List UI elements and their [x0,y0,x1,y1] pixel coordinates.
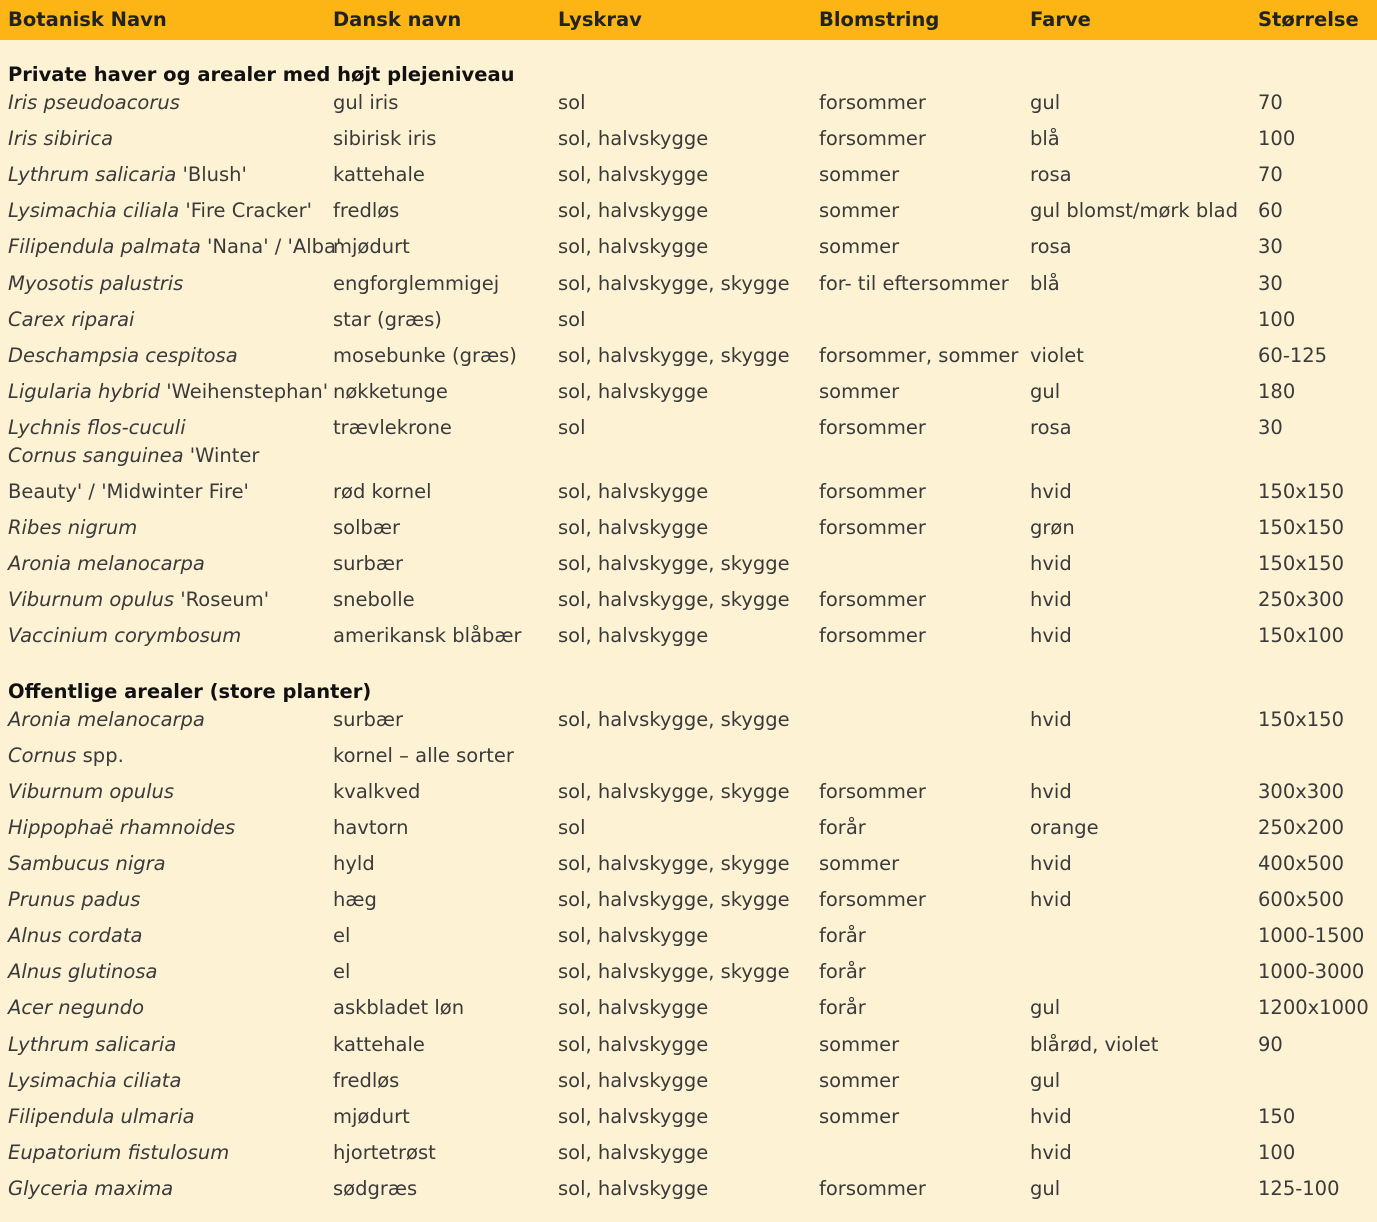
table-row [0,814,1377,842]
botanical-name-cell [8,994,144,1022]
flowering-cell: forår [819,924,866,947]
color-cell: hvid [1030,1105,1072,1128]
light-requirement-cell: sol, halvskygge [558,924,709,947]
botanical-name: Filipendula ulmaria [8,1105,195,1128]
size-cell: 125-100 [1258,1177,1340,1200]
size-cell: 30 [1258,272,1283,295]
flowering-cell: forår [819,996,866,1019]
color-cell: gul [1030,1177,1061,1200]
botanical-name: Ribes nigrum [8,516,138,539]
botanical-name: Aronia melanocarpa [8,708,205,731]
flowering-cell: sommer [819,1105,900,1128]
cultivar-name: 'Roseum' [174,588,270,611]
flowering-cell: sommer [819,163,900,186]
table-row [0,778,1377,806]
botanical-name: Aronia melanocarpa [8,552,205,575]
botanical-name-cell [8,922,142,950]
light-requirement-cell: sol, halvskygge, skygge [558,552,790,575]
botanical-name: Ligularia hybrid [8,380,161,403]
table-row [0,958,1377,986]
danish-name-cell: amerikansk blåbær [333,624,522,647]
table-row [0,742,1377,770]
table-row [0,706,1377,734]
light-requirement-cell: sol, halvskygge [558,235,709,258]
botanical-name: Lythrum salicaria [8,1033,177,1056]
light-requirement-cell: sol, halvskygge [558,624,709,647]
botanical-name-cell [8,306,134,334]
flowering-cell: sommer [819,852,900,875]
table-row [0,514,1377,542]
danish-name-cell: gul iris [333,91,399,114]
botanical-name: Lysimachia ciliata [8,1069,182,1092]
column-header-blomstring: Blomstring [819,8,940,31]
table-row [0,414,1377,442]
table-row [0,586,1377,614]
table-row [0,161,1377,189]
size-cell: 150x150 [1258,552,1344,575]
danish-name-cell: hyld [333,852,375,875]
botanical-name: Lythrum salicaria [8,163,177,186]
danish-name-cell: surbær [333,552,404,575]
size-cell: 100 [1258,127,1296,150]
size-cell: 1000-3000 [1258,960,1365,983]
column-header-lyskrav: Lyskrav [558,8,642,31]
flowering-cell: forsommer [819,516,926,539]
size-cell: 30 [1258,235,1283,258]
light-requirement-cell: sol, halvskygge, skygge [558,888,790,911]
size-cell: 30 [1258,416,1283,439]
table-row [0,125,1377,153]
size-cell: 250x200 [1258,816,1344,839]
table-row [0,89,1377,117]
size-cell: 1000-1500 [1258,924,1365,947]
botanical-name: Lychnis flos-cuculi [8,416,186,439]
flowering-cell: forsommer [819,127,926,150]
flowering-cell: forsommer, sommer [819,344,1019,367]
botanical-name-cell [8,1175,173,1203]
size-cell: 100 [1258,308,1296,331]
botanical-name-cell [8,270,183,298]
botanical-name-cell [8,414,186,442]
color-cell: gul [1030,91,1061,114]
light-requirement-cell: sol, halvskygge [558,1069,709,1092]
light-requirement-cell: sol, halvskygge, skygge [558,960,790,983]
color-cell: gul blomst/mørk blad [1030,199,1239,222]
flowering-cell: for- til eftersommer [819,272,1009,295]
table-row [0,850,1377,878]
color-cell: blå [1030,272,1060,295]
danish-name-cell: kattehale [333,1033,425,1056]
color-cell: orange [1030,816,1099,839]
size-cell: 150x150 [1258,480,1344,503]
light-requirement-cell: sol, halvskygge [558,480,709,503]
color-cell: violet [1030,344,1084,367]
size-cell: 180 [1258,380,1296,403]
color-cell: rosa [1030,416,1072,439]
danish-name-cell: sibirisk iris [333,127,437,150]
botanical-name-line [8,442,259,470]
botanical-name: Vaccinium corymbosum [8,624,242,647]
flowering-cell: forsommer [819,416,926,439]
light-requirement-cell: sol, halvskygge [558,127,709,150]
light-requirement-cell: sol, halvskygge [558,1033,709,1056]
table-row [0,342,1377,370]
botanical-name: Hippophaë rhamnoides [8,816,236,839]
size-cell: 90 [1258,1033,1283,1056]
danish-name-cell: trævlekrone [333,416,452,439]
flowering-cell: forår [819,960,866,983]
botanical-name: Sambucus nigra [8,852,166,875]
botanical-name: Acer negundo [8,996,145,1019]
size-cell: 250x300 [1258,588,1344,611]
danish-name-cell: mjødurt [333,235,410,258]
cultivar-name-continued: Beauty' / 'Midwinter Fire' [8,480,249,503]
size-cell: 70 [1258,91,1283,114]
danish-name-cell: solbær [333,516,401,539]
botanical-name: Cornus [8,744,77,767]
color-cell: hvid [1030,624,1072,647]
color-cell: blårød, violet [1030,1033,1159,1056]
flowering-cell: sommer [819,235,900,258]
botanical-name: Glyceria maxima [8,1177,174,1200]
light-requirement-cell: sol, halvskygge [558,380,709,403]
table-header [0,0,1377,40]
light-requirement-cell: sol, halvskygge, skygge [558,852,790,875]
botanical-name-cell [8,161,247,189]
danish-name-cell: snebolle [333,588,415,611]
danish-name-cell: askbladet løn [333,996,465,1019]
table-row [0,1031,1377,1059]
botanical-name-cell [8,89,180,117]
danish-name-cell: mjødurt [333,1105,410,1128]
light-requirement-cell: sol, halvskygge, skygge [558,588,790,611]
botanical-name: Lysimachia ciliala [8,199,180,222]
size-cell: 300x300 [1258,780,1344,803]
flowering-cell: forsommer [819,888,926,911]
color-cell: blå [1030,127,1060,150]
table-row [0,233,1377,261]
size-cell: 150x150 [1258,708,1344,731]
section-title: Private haver og arealer med højt plejeniveau [8,63,515,86]
botanical-name: Cornus sanguinea [8,444,184,467]
cultivar-name: spp. [76,744,124,767]
botanical-name: Iris pseudoacorus [8,91,180,114]
botanical-name-cell [8,850,166,878]
botanical-name-cell [8,778,174,806]
section-title: Offentlige arealer (store planter) [8,680,372,703]
table-row [0,1175,1377,1203]
light-requirement-cell: sol [558,416,586,439]
column-header-farve: Farve [1030,8,1091,31]
botanical-name-cell [8,958,157,986]
flowering-cell: forsommer [819,1177,926,1200]
botanical-name: Carex riparai [8,308,135,331]
danish-name-cell: mosebunke (græs) [333,344,517,367]
color-cell: hvid [1030,480,1072,503]
botanical-name-cell [8,342,238,370]
color-cell: hvid [1030,552,1072,575]
table-row [0,1067,1377,1095]
table-row [0,886,1377,914]
light-requirement-cell: sol, halvskygge, skygge [558,780,790,803]
danish-name-cell: nøkketunge [333,380,448,403]
danish-name-cell: hæg [333,888,377,911]
botanical-name-cell [8,550,205,578]
flowering-cell: forsommer [819,624,926,647]
light-requirement-cell: sol, halvskygge [558,516,709,539]
botanical-name-cell [8,1067,181,1095]
botanical-name: Alnus glutinosa [8,960,158,983]
color-cell: hvid [1030,852,1072,875]
danish-name-cell: rød kornel [333,480,432,503]
size-cell: 150 [1258,1105,1296,1128]
botanical-name: Viburnum opulus [8,588,175,611]
botanical-name: Iris sibirica [8,127,114,150]
botanical-name-cell [8,125,113,153]
table-row [0,197,1377,225]
column-header-storrelse: Størrelse [1258,8,1359,31]
size-cell: 150x150 [1258,516,1344,539]
size-cell: 100 [1258,1141,1296,1164]
botanical-name-cell [8,706,205,734]
size-cell: 60-125 [1258,344,1328,367]
size-cell: 1200x1000 [1258,996,1369,1019]
light-requirement-cell: sol [558,816,586,839]
flowering-cell: sommer [819,1069,900,1092]
table-row [0,270,1377,298]
botanical-name-cell [8,742,124,770]
light-requirement-cell: sol, halvskygge, skygge [558,344,790,367]
color-cell: gul [1030,996,1061,1019]
size-cell: 600x500 [1258,888,1344,911]
size-cell: 60 [1258,199,1283,222]
size-cell: 150x100 [1258,624,1344,647]
botanical-name-cell [8,197,312,225]
botanical-name-cell [8,233,341,261]
size-cell: 400x500 [1258,852,1344,875]
danish-name-cell: star (græs) [333,308,442,331]
light-requirement-cell: sol, halvskygge [558,1177,709,1200]
light-requirement-cell: sol [558,308,586,331]
cultivar-name: 'Blush' [176,163,247,186]
danish-name-cell: el [333,960,351,983]
botanical-name: Deschampsia cespitosa [8,344,238,367]
botanical-name-cell [8,514,137,542]
color-cell: rosa [1030,235,1072,258]
flowering-cell: forsommer [819,480,926,503]
table-row [0,306,1377,334]
table-row [0,1103,1377,1131]
cultivar-name: 'Fire Cracker' [179,199,313,222]
color-cell: gul [1030,380,1061,403]
flowering-cell: sommer [819,380,900,403]
cultivar-name: 'Weihenstephan' [160,380,329,403]
cultivar-name: 'Winter [183,444,260,467]
size-cell: 70 [1258,163,1283,186]
danish-name-cell: sødgræs [333,1177,418,1200]
color-cell: hvid [1030,588,1072,611]
color-cell: hvid [1030,708,1072,731]
column-header-dansk-navn: Dansk navn [333,8,462,31]
botanical-name-cell [8,1139,229,1167]
color-cell: hvid [1030,1141,1072,1164]
light-requirement-cell: sol, halvskygge [558,996,709,1019]
flowering-cell: sommer [819,1033,900,1056]
flowering-cell: forsommer [819,780,926,803]
danish-name-cell: fredløs [333,1069,400,1092]
light-requirement-cell: sol [558,91,586,114]
column-header-botanisk-navn: Botanisk Navn [8,8,167,31]
botanical-name-cell [8,378,328,406]
table-row [0,994,1377,1022]
table-row [0,444,1377,506]
danish-name-cell: kattehale [333,163,425,186]
botanical-name-cell [8,1031,176,1059]
flowering-cell: forår [819,816,866,839]
light-requirement-cell: sol, halvskygge, skygge [558,708,790,731]
light-requirement-cell: sol, halvskygge [558,199,709,222]
flowering-cell: forsommer [819,588,926,611]
danish-name-cell: engforglemmigej [333,272,500,295]
color-cell: rosa [1030,163,1072,186]
botanical-name: Viburnum opulus [8,780,175,803]
table-row [0,622,1377,650]
table-row [0,378,1377,406]
botanical-name-cell [8,1103,195,1131]
botanical-name-cell [8,886,140,914]
table-row [0,550,1377,578]
flowering-cell: forsommer [819,91,926,114]
botanical-name-cell [8,442,259,506]
table-row [0,1139,1377,1167]
light-requirement-cell: sol, halvskygge, skygge [558,272,790,295]
botanical-name-cell [8,586,269,614]
table-row [0,922,1377,950]
botanical-name-cell [8,814,235,842]
light-requirement-cell: sol, halvskygge [558,163,709,186]
light-requirement-cell: sol, halvskygge [558,1141,709,1164]
botanical-name-cell [8,622,241,650]
cultivar-name: 'Nana' / 'Alba' [200,235,342,258]
botanical-name: Alnus cordata [8,924,143,947]
danish-name-cell: havtorn [333,816,409,839]
color-cell: hvid [1030,780,1072,803]
danish-name-cell: el [333,924,351,947]
botanical-name: Filipendula palmata [8,235,201,258]
botanical-name: Prunus padus [8,888,141,911]
color-cell: hvid [1030,888,1072,911]
danish-name-cell: surbær [333,708,404,731]
flowering-cell: sommer [819,199,900,222]
danish-name-cell: hjortetrøst [333,1141,436,1164]
color-cell: grøn [1030,516,1075,539]
botanical-name: Eupatorium fistulosum [8,1141,230,1164]
danish-name-cell: kvalkved [333,780,421,803]
danish-name-cell: fredløs [333,199,400,222]
light-requirement-cell: sol, halvskygge [558,1105,709,1128]
botanical-name: Myosotis palustris [8,272,184,295]
color-cell: gul [1030,1069,1061,1092]
danish-name-cell: kornel – alle sorter [333,744,514,767]
